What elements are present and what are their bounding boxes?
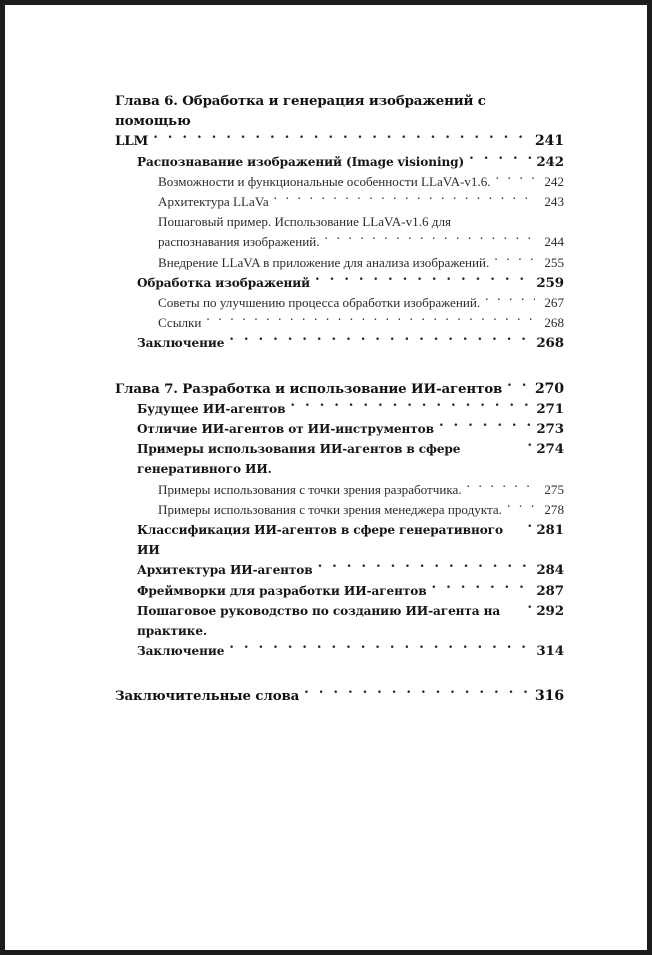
toc-entry-level2[interactable] [158,172,564,192]
toc-entry-label: Распознавание изображений (Image visioning) [137,154,465,169]
toc-entry-label: Советы по улучшению процесса обработки изображений. [158,295,481,311]
toc-entry-page-number: 275 [544,481,564,497]
chapter-spacer [115,354,564,379]
dot-leader [315,275,533,287]
dot-leader [274,193,535,206]
dot-leader [325,233,536,246]
toc-entry-level1[interactable] [137,560,564,580]
final-entry-block [115,686,564,706]
toc-entry-level1[interactable] [137,520,564,560]
toc-entry-page-number: 255 [544,254,564,270]
toc-entry-label: Обработка изображений [137,275,311,290]
toc-entry-level1[interactable] [137,601,564,641]
dot-leader [206,314,535,327]
dot-leader [507,379,532,392]
toc-entry-label: Примеры использования с точки зрения разработчика. [158,481,462,497]
toc-entry-label: Будущее ИИ-агентов [137,401,286,416]
dot-leader [469,154,533,166]
toc-entry-level1[interactable] [137,419,564,439]
chapter-block-7 [115,379,564,662]
toc-entry-page-number: 274 [536,441,564,458]
toc-entry-page-number: 259 [536,274,564,291]
dot-leader [527,522,533,534]
toc-entry-label: Отличие ИИ-агентов от ИИ-инструментов [137,422,434,437]
dot-leader [439,421,533,433]
chapter-page-number: 241 [534,133,564,150]
dot-leader [467,481,535,494]
toc-entry-label: Примеры использования с точки зрения менеджера продукта. [158,501,502,517]
toc-final-entry[interactable] [115,686,564,706]
toc-entry-level2[interactable] [158,313,564,333]
toc-entry-level2[interactable] [158,253,564,273]
toc-entry-level2[interactable] [158,480,564,500]
toc-entry-page-number: 242 [544,173,564,189]
toc-entry-level2[interactable] [158,500,564,520]
table-of-contents [115,91,564,707]
toc-entry-label: Архитектура LLaVa [158,194,269,210]
toc-entry-page-number: 278 [544,501,564,517]
toc-entry-label: распознавания изображений. [158,234,320,250]
toc-entry-level1[interactable] [137,581,564,601]
toc-entry-page-number: 316 [534,688,564,705]
dot-leader [229,643,533,655]
chapter-title-line-1: Глава 7. Разработка и использование ИИ-агентов [115,380,503,397]
toc-entry-label: Классификация ИИ-агентов в сфере генеративного ИИ [137,523,508,558]
chapter-block-6 [115,91,564,354]
toc-entry-label: Архитектура ИИ-агентов [137,563,313,578]
toc-entry-level1[interactable] [137,439,564,479]
dot-leader [527,603,533,615]
toc-entry-level1[interactable] [137,273,564,293]
toc-entry-page-number: 284 [536,562,564,579]
toc-entry-label: Возможности и функциональные особенности LLaVA-v1.6. [158,173,491,189]
toc-entry-label: Фреймворки для разработки ИИ-агентов [137,583,427,598]
dot-leader [153,132,532,145]
chapter-title-line-1: Глава 6. Обработка и генерация изображений с помощью [115,93,486,130]
toc-entry-page-number: 268 [536,335,564,352]
toc-entry-label: Ссылки [158,315,202,331]
toc-entry-level1[interactable] [137,399,564,419]
toc-entry-level1[interactable] [137,152,564,172]
dot-leader [485,294,535,307]
toc-chapter-heading[interactable] [115,379,564,399]
dot-leader [507,501,535,514]
toc-entry-page-number: 281 [536,522,564,539]
toc-entry-label-line-1: Пошаговый пример. Использование LLaVA-v1.6 для [158,214,452,230]
toc-entry-label: Заключительные слова [115,688,300,705]
toc-entry-level2[interactable] [158,192,564,212]
toc-entry-page-number: 242 [536,153,564,170]
chapter-title-line-2: LLM [115,133,149,150]
dot-leader [496,173,535,186]
dot-leader [494,254,535,267]
toc-entry-label: Заключение [137,644,225,659]
dot-leader [527,441,533,453]
toc-entry-page-number: 268 [544,315,564,331]
toc-entry-level2[interactable] [158,293,564,313]
toc-entry-level1[interactable] [137,333,564,353]
toc-entry-level2[interactable] [158,212,564,252]
dot-leader [432,583,534,595]
dot-leader [229,335,533,347]
toc-entry-label: Внедрение LLaVA в приложение для анализа изображений. [158,254,490,270]
dot-leader [304,687,532,700]
toc-entry-label: Пошаговое руководство по созданию ИИ-агента на практике. [137,603,505,639]
toc-entry-page-number: 243 [544,194,564,210]
toc-entry-label: Примеры использования ИИ-агентов в сфере генеративного ИИ. [137,442,465,477]
toc-entry-page-number: 273 [536,421,564,438]
toc-entry-level1[interactable] [137,641,564,661]
toc-entry-page-number: 314 [536,643,564,660]
chapter-page-number: 270 [534,380,564,397]
toc-entry-page-number: 271 [536,400,564,417]
toc-entry-label: Заключение [137,336,225,351]
dot-leader [318,562,534,574]
toc-entry-page-number: 267 [544,295,564,311]
dot-leader [290,401,533,413]
toc-entry-page-number: 244 [544,234,564,250]
toc-entry-page-number: 287 [536,582,564,599]
toc-chapter-heading[interactable] [115,91,564,152]
toc-entry-page-number: 292 [536,602,564,619]
